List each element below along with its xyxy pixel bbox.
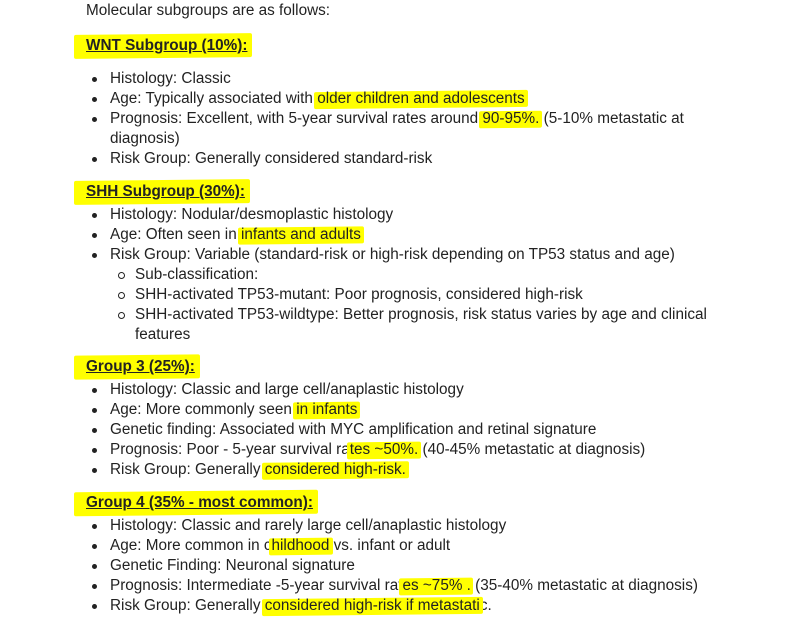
list-item: Histology: Nodular/desmoplastic histology xyxy=(0,205,710,225)
highlight: hildhood xyxy=(271,537,330,554)
list-wnt xyxy=(0,69,710,169)
heading-shh-text: SHH Subgroup (30%): xyxy=(86,183,245,200)
list-item: Age: More common in childhood vs. infant or adult xyxy=(0,536,710,556)
list-item: Prognosis: Poor - 5-year survival rates ~50%. (40-45% metastatic at diagnosis) xyxy=(0,440,710,460)
heading-group4 xyxy=(86,494,313,512)
list-item: Age: Often seen in infants and adults xyxy=(0,225,710,245)
list-item: Histology: Classic and rarely large cell/anaplastic histology xyxy=(0,516,710,536)
heading-group3 xyxy=(86,358,195,376)
highlight: older children and adolescents xyxy=(317,90,525,107)
list-item: Histology: Classic xyxy=(0,69,710,89)
heading-wnt-text: WNT Subgroup (10%): xyxy=(86,37,248,54)
heading-group3-text: Group 3 (25%): xyxy=(86,358,195,375)
list-group3 xyxy=(0,380,710,480)
list-item: Prognosis: Intermediate -5-year survival rates ~75% . (35-40% metastatic at diagnosis) xyxy=(0,576,710,596)
highlight: tes ~50%. xyxy=(349,441,419,458)
list-item: Histology: Classic and large cell/anaplastic histology xyxy=(0,380,710,400)
sublist-item: SHH-activated TP53-mutant: Poor prognosis, considered high-risk xyxy=(110,285,725,305)
list-item: Genetic finding: Associated with MYC amplification and retinal signature xyxy=(0,420,710,440)
heading-wnt xyxy=(86,37,247,55)
list-shh xyxy=(0,205,710,345)
list-item: Age: Typically associated with older children and adolescents xyxy=(0,89,710,109)
list-item: Prognosis: Excellent, with 5-year survival rates around 90-95%. (5-10% metastatic at diagnosis) xyxy=(0,109,710,149)
sublist-item: SHH-activated TP53-wildtype: Better prognosis, risk status varies by age and clinical features xyxy=(110,305,725,345)
list-group4 xyxy=(0,516,710,616)
list-item: Risk Group: Generally considered high-risk if metastatic. xyxy=(0,596,710,616)
highlight: considered high-risk. xyxy=(264,461,406,478)
list-item: Genetic Finding: Neuronal signature xyxy=(0,556,710,576)
list-item: Risk Group: Variable (standard-risk or high-risk depending on TP53 status and age) Sub-classification: SHH-activated TP53-mutant: Poor prognosis, considered high-risk SHH-activated TP53-wildtype: Better prognosis, risk status varies by age and clinical features xyxy=(0,245,710,345)
sublist-shh xyxy=(110,265,710,345)
highlight: in infants xyxy=(296,401,358,418)
heading-group4-text: Group 4 (35% - most common): xyxy=(86,494,313,511)
intro-text: Molecular subgroups are as follows: xyxy=(86,2,331,19)
highlight: infants and adults xyxy=(240,226,361,243)
list-item: Risk Group: Generally considered high-risk. xyxy=(0,460,710,480)
list-item: Risk Group: Generally considered standard-risk xyxy=(0,149,710,169)
list-item: Age: More commonly seen in infants xyxy=(0,400,710,420)
heading-shh xyxy=(86,183,245,201)
sublist-item: Sub-classification: xyxy=(110,265,725,285)
highlight: considered high-risk if metastati xyxy=(264,597,480,614)
highlight: es ~75% . xyxy=(402,577,471,594)
highlight: 90-95%. xyxy=(482,110,540,127)
